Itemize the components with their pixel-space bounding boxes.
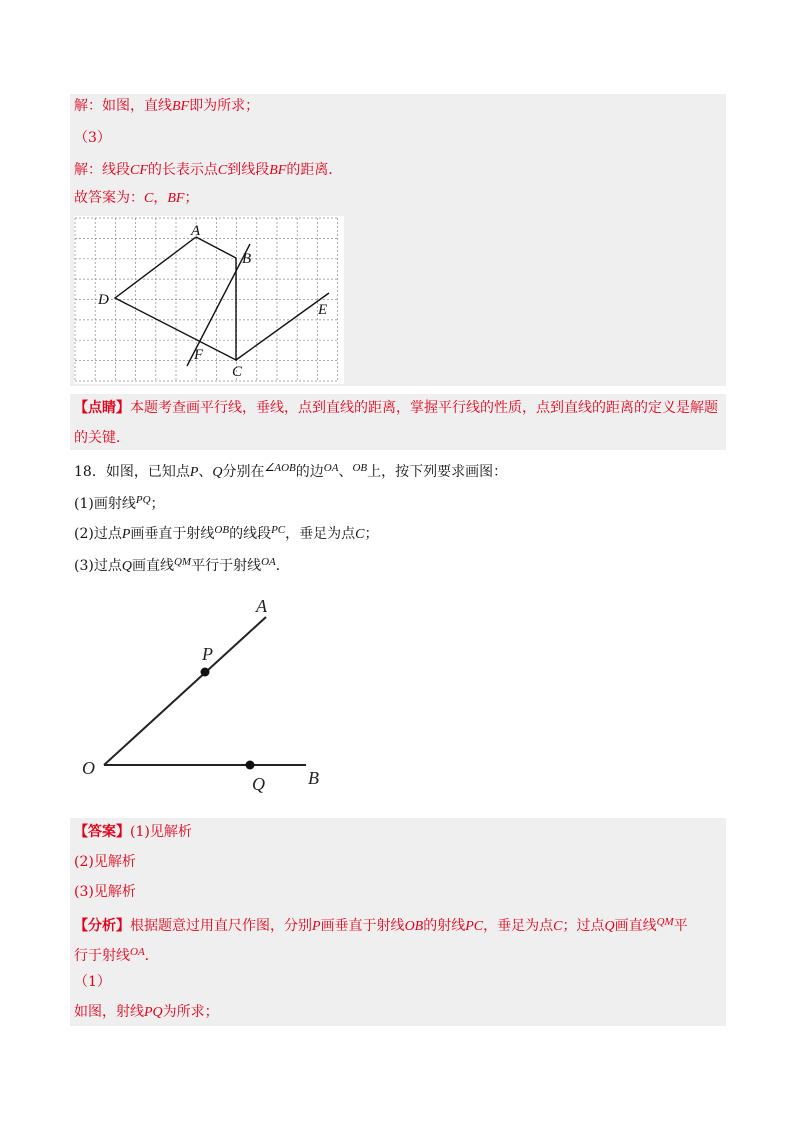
point-P [201,668,210,677]
label-F: F [194,347,204,363]
comment-line-2: 的关键． [74,430,130,446]
problem-line-1: 18．如图，已知点P、Q分别在$^{\angle AOB}$的边$^{OA}$、$^{OB}$上，按下列要求画图： [74,462,508,480]
answer-part-1: （1） [74,974,111,990]
label-D: D [98,292,109,308]
label-B: B [308,768,319,788]
problem-line-3: (2)过点P画垂直于射线$^{OB}$的线段$^{PC}$，垂足为点C； [74,524,379,542]
label-A: A [191,223,201,239]
solution-line-1: 解：如图，直线BF即为所求； [74,98,260,114]
answer-line-1: 【答案】(1)见解析 [74,824,192,840]
label-O: O [82,758,95,778]
angle-figure [76,592,346,802]
point-Q [246,761,255,770]
label-C: C [232,364,243,380]
problem-line-4: (3)过点Q画直线$^{QM}$平行于射线$^{OA}$． [74,556,290,574]
answer-line-3: (3)见解析 [74,884,136,900]
label-B: B [242,251,252,267]
solution-line-4: 故答案为：C，BF； [74,190,199,206]
label-Q: Q [252,774,265,794]
grid-figure [74,216,344,384]
label-E: E [318,302,328,318]
solution-line-2: （3） [74,130,111,146]
label-A: A [256,596,267,616]
analysis-tag: 【分析】 [74,918,130,934]
answer-final-line: 如图，射线PQ为所求； [74,1004,219,1020]
ray-OA [104,617,266,765]
comment-line-1: 【点睛】本题考查画平行线，垂线，点到直线的距离，掌握平行线的性质，点到直线的距离的定义是解题 [74,400,718,416]
answer-line-2: (2)见解析 [74,854,136,870]
grid-background [74,216,344,384]
comment-tag: 【点睛】 [74,400,130,416]
label-P: P [202,644,213,664]
solution-line-3: 解：线段CF的长表示点C到线段BF的距离． [74,162,343,178]
answer-tag: 【答案】 [74,824,130,840]
analysis-line-2: 行于射线$^{OA}$． [74,946,159,964]
problem-line-2: (1)画射线$^{PQ}$； [74,494,165,512]
analysis-line-1: 【分析】根据题意过用直尺作图，分别P画垂直于射线OB的射线PC，垂足为点C；过点Q画直线$^{QM}$平 [74,916,688,934]
